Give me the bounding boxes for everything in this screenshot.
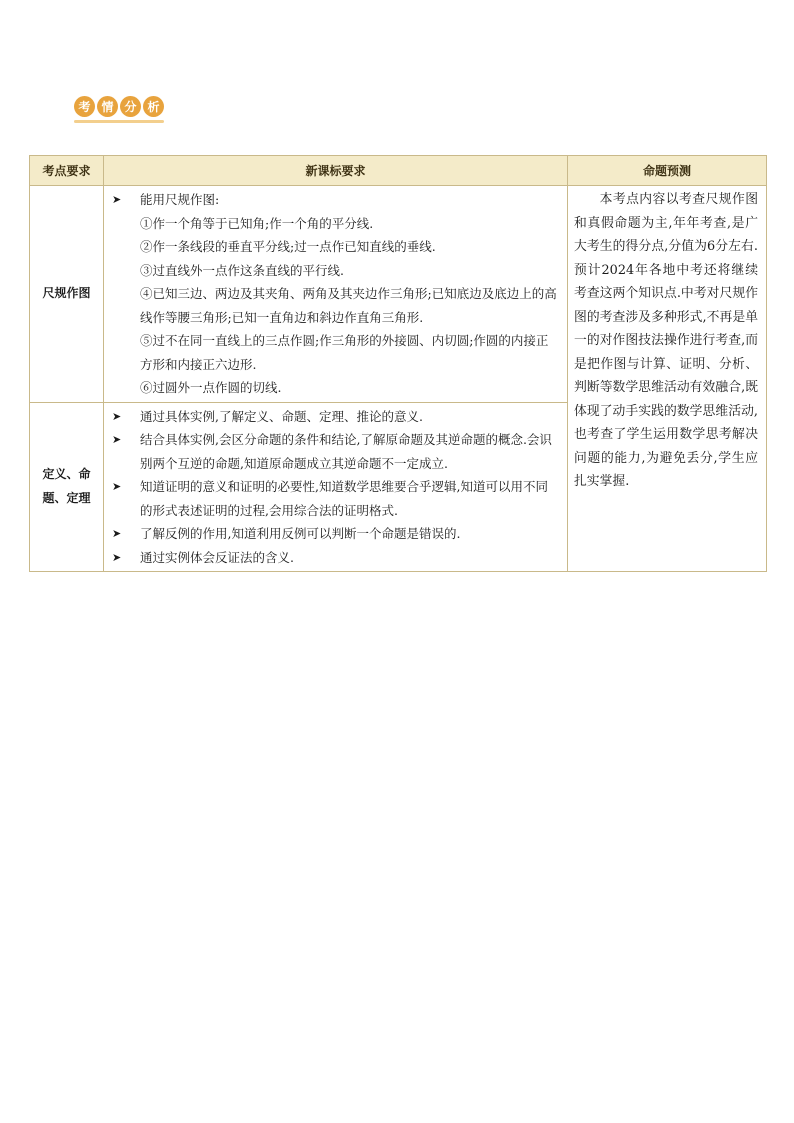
prediction-text: 本考点内容以考查尺规作图和真假命题为主,年年考查,是广大考生的得分点,分值为6分左右.预计2024年各地中考还将继续考查这两个知识点.中考对尺规作图的考查涉及多种形式,不再是单一的对作图技法操作进行考查,而是把作图与计算、证明、分析、判断等数学思维活动有效融合,既体现了动手实践的数学思维活动,也考查了学生运用数学思考解决问题的能力,为避免丢分,学生应扎实掌握. (574, 192, 758, 489)
category-cell: 定义、命题、定理 (30, 402, 104, 572)
list-item: ⑥过圆外一点作圆的切线. (140, 380, 282, 395)
arrow-bullet-icon: ➤ (112, 550, 122, 564)
list-item: ⑤过不在同一直线上的三点作圆;作三角形的外接圆、内切圆;作圆的内接正方形和内接正六边形. (140, 333, 549, 372)
header-requirements: 新课标要求 (104, 156, 568, 186)
badge-char: 考 (74, 96, 95, 117)
requirements-cell (104, 186, 568, 403)
header-category: 考点要求 (30, 156, 104, 186)
table-header-row (30, 156, 767, 186)
prediction-cell (568, 186, 767, 572)
list-item: ③过直线外一点作这条直线的平行线. (140, 262, 344, 278)
list-item: ➤ 结合具体实例,会区分命题的条件和结论,了解原命题及其逆命题的概念.会识别两个互逆的命题,知道原命题成立其逆命题不一定成立. (110, 428, 559, 475)
section-badge (74, 96, 164, 117)
arrow-bullet-icon: ➤ (112, 433, 122, 446)
category-cell: 尺规作图 (30, 186, 104, 403)
badge-char: 情 (97, 96, 118, 117)
list-item: ④已知三边、两边及其夹角、两角及其夹边作三角形;已知底边及底边上的高线作等腰三角形;已知一直角边和斜边作直角三角形. (140, 286, 557, 325)
list-item: ➤ 通过具体实例,了解定义、命题、定理、推论的意义. (110, 405, 559, 429)
badge-char: 分 (120, 96, 141, 117)
list-item: ①作一个角等于已知角;作一个角的平分线. (140, 215, 374, 231)
arrow-bullet-icon: ➤ (112, 409, 122, 423)
table-row (30, 186, 767, 403)
badge-underline (74, 120, 164, 123)
list-item: ➤ 了解反例的作用,知道利用反例可以判断一个命题是错误的. (110, 522, 559, 546)
list-item: ➤ 通过实例体会反证法的含义. (110, 546, 559, 570)
list-item: ②作一条线段的垂直平分线;过一点作已知直线的垂线. (140, 239, 436, 254)
badge-char: 析 (143, 96, 164, 117)
list-item: ➤ 能用尺规作图: (110, 188, 559, 212)
list-item: ➤ 知道证明的意义和证明的必要性,知道数学思维要合乎逻辑,知道可以用不同的形式表述证明的过程,会用综合法的证明格式. (110, 475, 559, 522)
arrow-bullet-icon: ➤ (112, 527, 122, 540)
requirements-cell (104, 402, 568, 572)
header-prediction: 命题预测 (568, 156, 767, 186)
arrow-bullet-icon: ➤ (112, 193, 122, 206)
arrow-bullet-icon: ➤ (112, 480, 122, 493)
analysis-table (29, 155, 767, 572)
